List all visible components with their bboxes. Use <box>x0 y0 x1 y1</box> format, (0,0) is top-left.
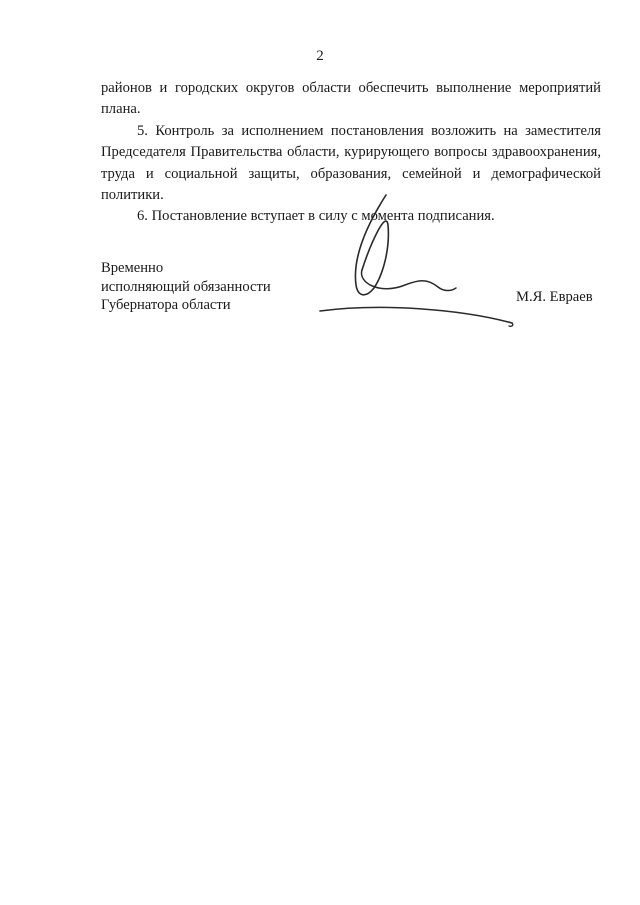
handwritten-signature <box>300 185 530 345</box>
signatory-position <box>101 259 271 315</box>
position-line-3: Губернатора области <box>101 297 231 314</box>
page-number: 2 <box>316 48 324 64</box>
signer-name: М.Я. Евраев <box>516 289 593 305</box>
position-line-2: исполняющий обязанности <box>101 278 271 295</box>
paragraph-continuation: районов и городских округов области обеспечить выполнение мероприятий плана. <box>101 80 601 118</box>
paragraph-item-5: 5. Контроль за исполнением постановления возложить на заместителя Председателя Правительства области, курирующего вопросы здравоохранения, труда и социальной защиты, образования, семейной и демографической политики. <box>101 122 601 204</box>
paragraph-item-6: 6. Постановление вступает в силу с момента подписания. <box>137 208 495 225</box>
position-line-1: Временно <box>101 260 164 276</box>
